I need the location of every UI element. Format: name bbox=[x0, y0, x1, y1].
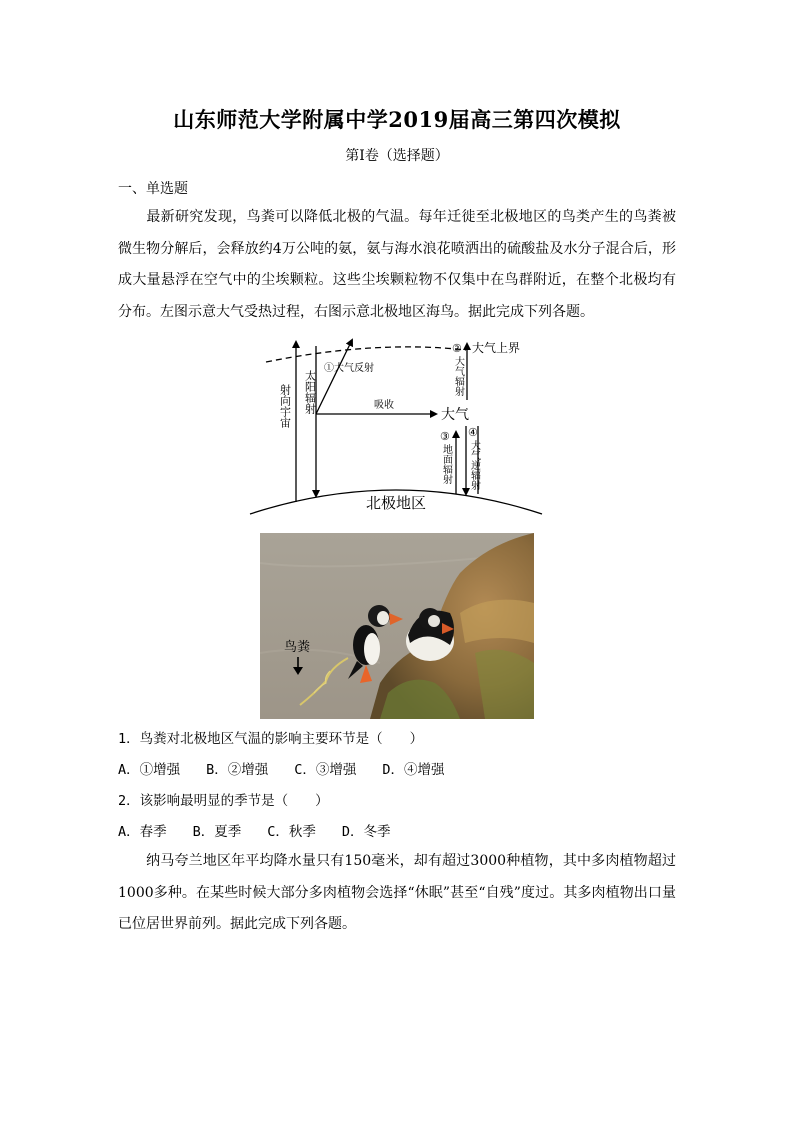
space-radiation-label: 射向宇宙 bbox=[278, 384, 292, 428]
upper-boundary-label: 大气上界 bbox=[472, 341, 521, 355]
atmo-radiation-num: ② bbox=[452, 342, 462, 355]
q2-option-d[interactable]: D．冬季 bbox=[341, 824, 391, 840]
q2-option-b[interactable]: B．夏季 bbox=[192, 824, 242, 840]
atmo-radiation-label: 大气辐射 bbox=[452, 356, 464, 396]
passage-1-text: 最新研究发现，鸟粪可以降低北极的气温。每年迁徙至北极地区的鸟类产生的鸟粪被微生物分解后，会释放约4万公吨的氨，氨与海水浪花喷洒出的硫酸盐及水分子混合后，形成大量悬浮在空气中的尘埃颗粒。这些尘埃颗粒物不仅集中在鸟群附近，在整个北极均有分布。左图示意大气受热过程，右图示意北极地区海鸟。据此完成下列各题。 bbox=[118, 209, 676, 320]
counter-radiation-num: ④ bbox=[468, 426, 478, 439]
question-2-stem: 2．该影响最明显的季节是（ ） bbox=[118, 793, 329, 809]
q2-option-a[interactable]: A．春季 bbox=[118, 824, 167, 840]
absorption-label: 吸收 bbox=[374, 400, 394, 411]
question-2-options bbox=[118, 820, 417, 840]
question-1-options bbox=[118, 758, 471, 778]
question-1-stem: 1．鸟粪对北极地区气温的影响主要环节是（ ） bbox=[118, 731, 424, 747]
region-label: 北极地区 bbox=[366, 494, 427, 512]
puffin-photo bbox=[260, 533, 534, 719]
reflection-arrow bbox=[316, 340, 352, 414]
solar-radiation-label: 太阳辐射 bbox=[303, 370, 317, 414]
passage-2 bbox=[118, 846, 676, 941]
section-heading: 一、单选题 bbox=[118, 181, 188, 197]
counter-radiation-label: 大气逆辐射 bbox=[468, 440, 480, 490]
passage-2-text: 纳马夸兰地区年平均降水量只有150毫米，却有超过3000种植物，其中多肉植物超过1000多种。在某些时候大部分多肉植物会选择“休眠”甚至“自残”度过。其多肉植物出口量已位居世界前列。据此完成下列各题。 bbox=[118, 853, 676, 932]
atmosphere-heating-diagram bbox=[246, 334, 546, 518]
q1-option-c[interactable]: C．③增强 bbox=[294, 762, 357, 778]
q1-option-d[interactable]: D．④增强 bbox=[382, 762, 445, 778]
q2-option-c[interactable]: C．秋季 bbox=[267, 824, 316, 840]
passage-1 bbox=[118, 202, 676, 328]
exam-subtitle: 第Ⅰ卷（选择题） bbox=[345, 148, 449, 164]
ground-radiation-label: 地面辐射 bbox=[440, 444, 452, 484]
q1-option-a[interactable]: A．①增强 bbox=[118, 762, 181, 778]
exam-title: 山东师范大学附属中学2019届高三第四次模拟 bbox=[173, 107, 621, 132]
guano-label: 鸟粪 bbox=[284, 640, 311, 655]
atmosphere-label: 大气 bbox=[441, 407, 469, 423]
q1-option-b[interactable]: B．②增强 bbox=[206, 762, 269, 778]
ground-radiation-num: ③ bbox=[440, 430, 450, 443]
reflection-label: ①大气反射 bbox=[324, 363, 374, 374]
